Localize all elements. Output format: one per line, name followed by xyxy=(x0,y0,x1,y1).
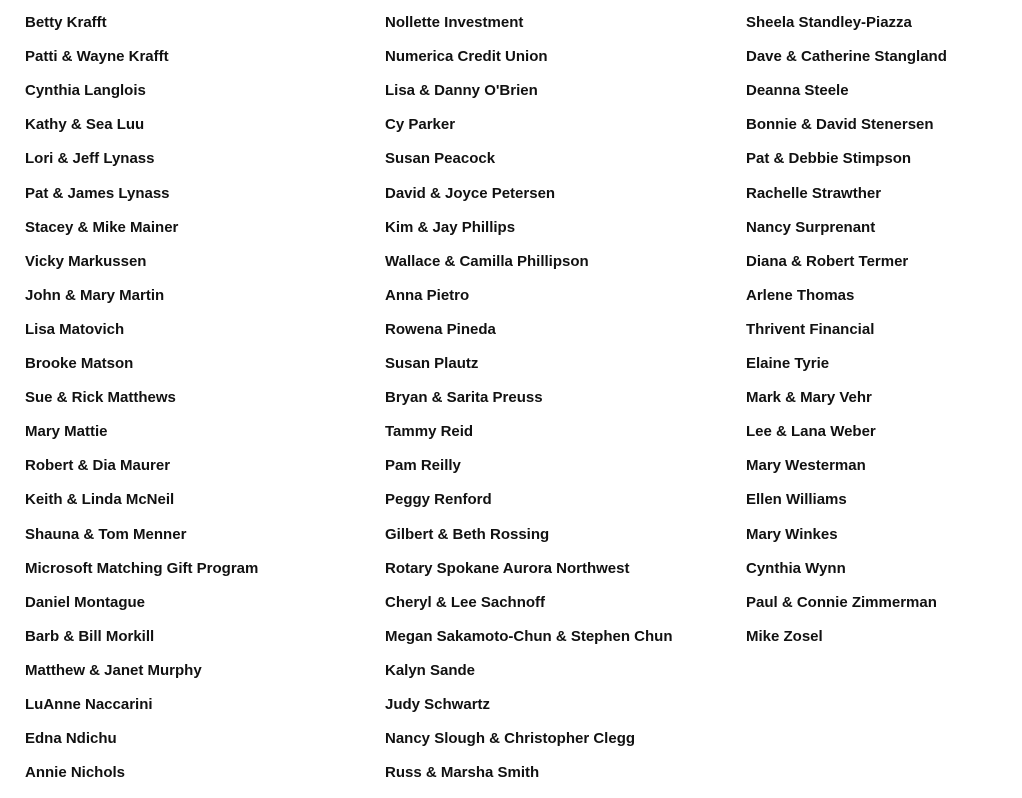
donor-name: Wallace & Camilla Phillipson xyxy=(385,252,589,270)
donor-name: Patti & Wayne Krafft xyxy=(25,48,169,66)
donor-name: Robert & Dia Maurer xyxy=(25,457,171,475)
donor-name: Shauna & Tom Menner xyxy=(25,525,187,543)
donor-name: Betty Krafft xyxy=(25,14,107,31)
donor-name: Keith & Linda McNeil xyxy=(25,491,175,509)
donor-name: Numerica Credit Union xyxy=(385,48,548,66)
donor-name: Mary Winkes xyxy=(746,525,838,543)
donor-name: Gilbert & Beth Rossing xyxy=(385,525,550,543)
donor-name: LuAnne Naccarini xyxy=(25,696,153,713)
donor-name: Nancy Slough & Christopher Clegg xyxy=(385,730,636,748)
donor-name: Rowena Pineda xyxy=(385,320,496,338)
donor-name: Rotary Spokane Aurora Northwest xyxy=(385,559,630,577)
donor-name: Elaine Tyrie xyxy=(746,355,830,372)
donor-name: Nancy Surprenant xyxy=(746,218,876,236)
donor-name: Lee & Lana Weber xyxy=(746,423,876,441)
donor-name: Tammy Reid xyxy=(385,423,474,441)
donor-name: Dave & Catherine Stangland xyxy=(746,48,947,66)
donor-name: Matthew & Janet Murphy xyxy=(25,661,202,679)
donor-name: Susan Plautz xyxy=(385,355,479,372)
donor-name: Brooke Matson xyxy=(25,355,134,372)
donor-name: Cy Parker xyxy=(385,116,456,134)
donor-name: Annie Nichols xyxy=(25,764,126,782)
donor-name: Sue & Rick Matthews xyxy=(25,389,176,407)
donor-name: Mary Westerman xyxy=(746,457,866,475)
donor-name: Nollette Investment xyxy=(385,14,524,31)
donor-name: Paul & Connie Zimmerman xyxy=(746,593,937,611)
donor-name: Barb & Bill Morkill xyxy=(25,627,155,645)
donor-name: Cheryl & Lee Sachnoff xyxy=(385,593,546,611)
donor-name: John & Mary Martin xyxy=(25,286,165,304)
donor-name: Thrivent Financial xyxy=(746,320,875,338)
donor-name: Pam Reilly xyxy=(385,457,461,475)
donor-name: Rachelle Strawther xyxy=(746,184,882,202)
donor-name: Mike Zosel xyxy=(746,627,823,645)
donor-name: Pat & James Lynass xyxy=(25,184,170,202)
donor-name: Susan Peacock xyxy=(385,150,496,168)
donor-name: Kim & Jay Phillips xyxy=(385,218,516,236)
donor-name: Microsoft Matching Gift Program xyxy=(25,559,259,577)
donor-name: Lisa Matovich xyxy=(25,320,125,338)
donor-name: Stacey & Mike Mainer xyxy=(25,218,179,236)
donor-name: Cynthia Wynn xyxy=(746,559,846,577)
donor-name: Cynthia Langlois xyxy=(25,82,146,100)
donor-name: Russ & Marsha Smith xyxy=(385,764,540,782)
donor-name: Ellen Williams xyxy=(746,491,847,509)
donor-name: Mary Mattie xyxy=(25,423,108,441)
donor-name: Kalyn Sande xyxy=(385,661,476,679)
donor-name: Bryan & Sarita Preuss xyxy=(385,389,543,407)
donor-name: Megan Sakamoto-Chun & Stephen Chun xyxy=(385,627,673,645)
donor-name: Diana & Robert Termer xyxy=(746,252,909,270)
donor-name: Pat & Debbie Stimpson xyxy=(746,150,912,168)
donor-name: Vicky Markussen xyxy=(25,252,147,270)
donor-name: Peggy Renford xyxy=(385,491,492,509)
donor-name: Lisa & Danny O'Brien xyxy=(385,82,538,100)
donor-name: David & Joyce Petersen xyxy=(385,184,556,202)
donor-name: Daniel Montague xyxy=(25,593,146,611)
donor-name: Judy Schwartz xyxy=(385,696,491,713)
donor-name: Edna Ndichu xyxy=(25,730,117,748)
donor-name: Arlene Thomas xyxy=(746,286,855,304)
donor-name: Anna Pietro xyxy=(385,286,470,304)
donor-name: Kathy & Sea Luu xyxy=(25,116,145,134)
donor-name: Mark & Mary Vehr xyxy=(746,389,872,407)
donor-name: Lori & Jeff Lynass xyxy=(25,150,155,168)
donor-name: Deanna Steele xyxy=(746,82,849,100)
donor-name: Sheela Standley-Piazza xyxy=(746,14,912,31)
donor-name: Bonnie & David Stenersen xyxy=(746,116,934,134)
